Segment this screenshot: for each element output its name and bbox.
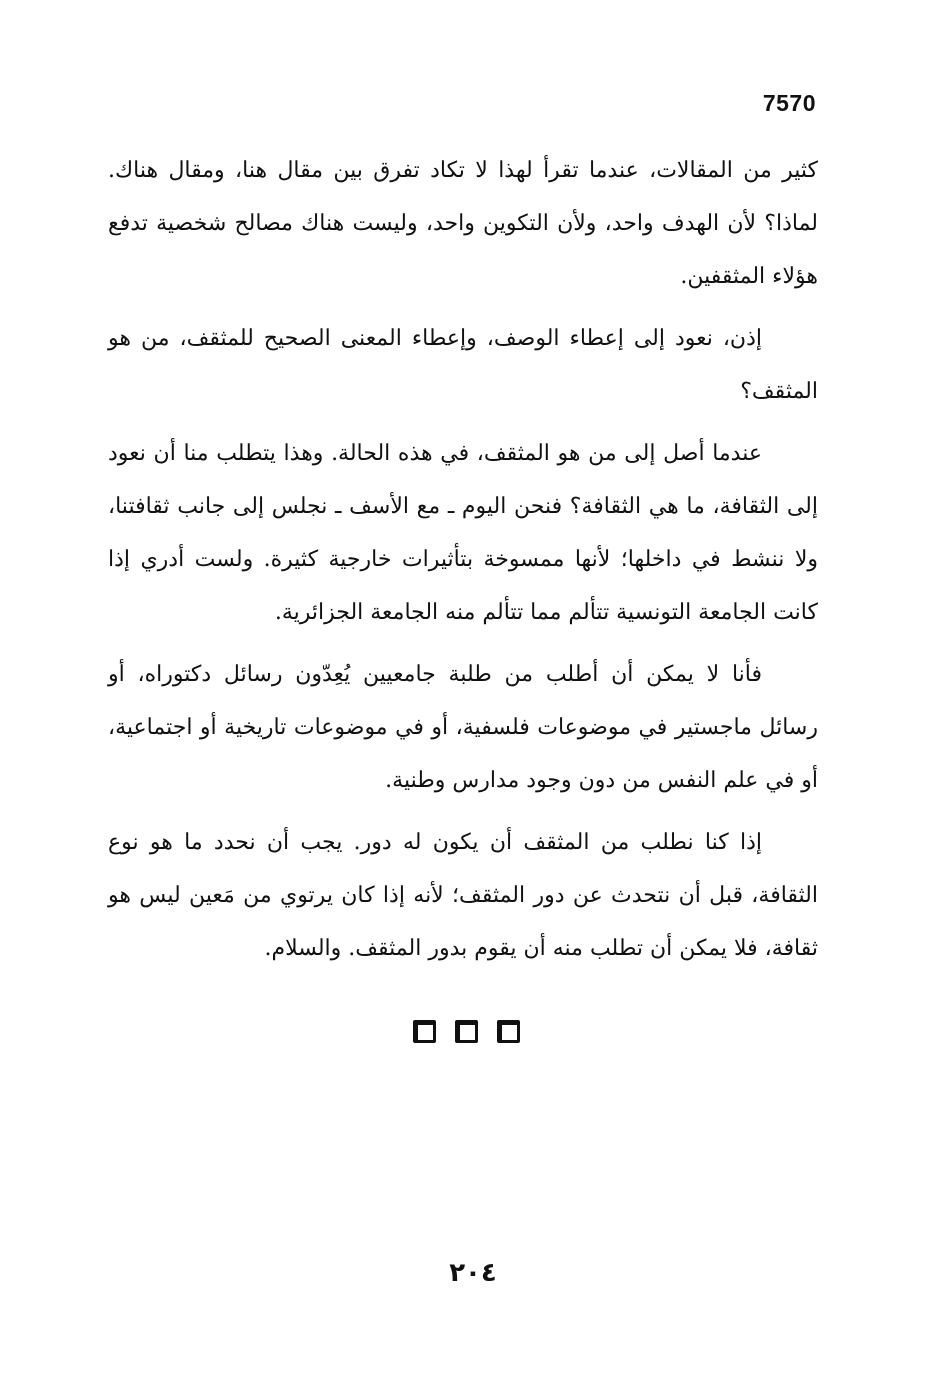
- square-ornament-icon: [455, 1020, 478, 1043]
- paragraph-1: كثير من المقالات، عندما تقرأ لهذا لا تكاد تفرق بين مقال هنا، ومقال هناك. لماذا؟ لأن الهدف واحد، ولأن التكوين واحد، وليست هناك مصالح شخصية تدفع هؤلاء المثقفين.: [108, 158, 818, 289]
- square-ornament-icon: [497, 1020, 520, 1043]
- paragraph-3: عندما أصل إلى من هو المثقف، في هذه الحالة. وهذا يتطلب منا أن نعود إلى الثقافة، ما هي الثقافة؟ فنحن اليوم ـ مع الأسف ـ نجلس إلى جانب ثقافتنا، ولا ننشط في داخلها؛ لأنها ممسوخة بتأثيرات خارجية كثيرة. ولست أدري إذا كانت الجامعة التونسية تتألم مما تتألم منه الجامعة الجزائرية.: [108, 441, 818, 625]
- page-number: ٢٠٤: [449, 1258, 497, 1288]
- paragraph-5: إذا كنا نطلب من المثقف أن يكون له دور. يجب أن نحدد ما هو نوع الثقافة، قبل أن نتحدث عن دور المثقف؛ لأنه إذا كان يرتوي من مَعين ليس هو ثقافة، فلا يمكن أن تطلب منه أن يقوم بدور المثقف. والسلام.: [108, 830, 818, 961]
- paragraph-2: إذن، نعود إلى إعطاء الوصف، وإعطاء المعنى الصحيح للمثقف، من هو المثقف؟: [108, 326, 818, 404]
- page-id-number: 7570: [762, 90, 816, 116]
- square-ornament-icon: [413, 1020, 436, 1043]
- section-end-ornament: [413, 1020, 520, 1043]
- document-body: [108, 144, 818, 984]
- paragraph-4: فأنا لا يمكن أن أطلب من طلبة جامعيين يُعِدّون رسائل دكتوراه، أو رسائل ماجستير في موضوعات فلسفية، أو في موضوعات تاريخية أو اجتماعية، أو في علم النفس من دون وجود مدارس وطنية.: [108, 662, 818, 793]
